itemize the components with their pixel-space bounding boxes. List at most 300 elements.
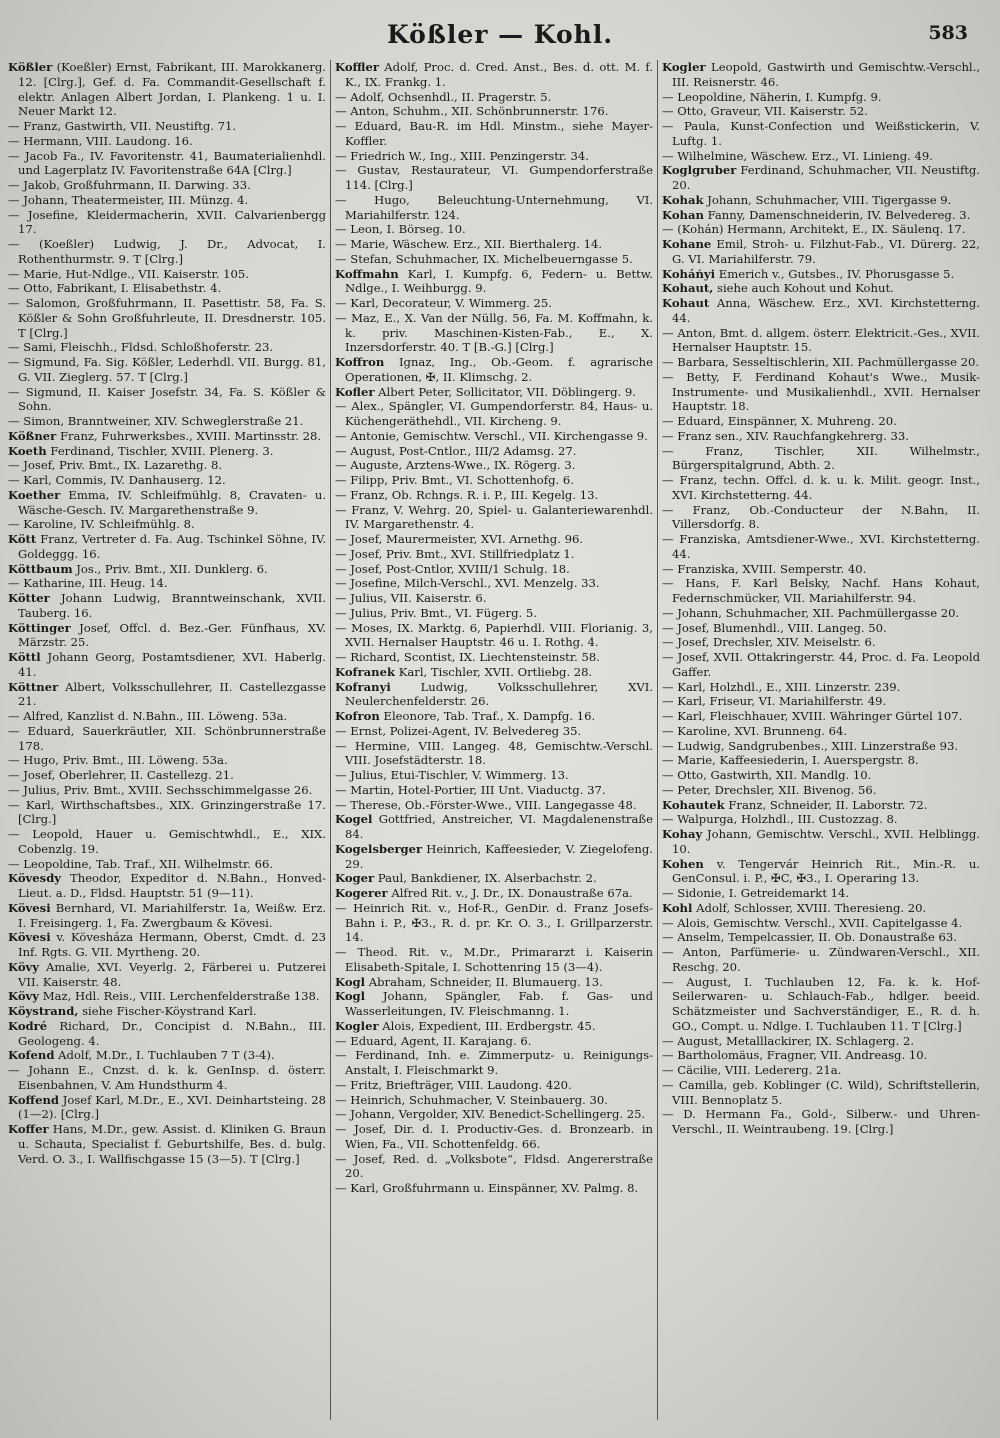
entry-text: — Friedrich W., Ing., XIII. Penzingerstr. 34. (335, 148, 589, 163)
column-2 (335, 60, 653, 1430)
entry-surname: Köttl (8, 650, 41, 664)
directory-entry (8, 60, 326, 119)
entry-surname: Kogl (335, 989, 366, 1004)
entry-text: Ferdinand, Tischler, XVIII. Plenerg. 3. (50, 443, 274, 458)
entry-text: Karl, Tischler, XVII. Ortliebg. 28. (398, 664, 593, 679)
directory-entry (662, 901, 980, 916)
entry-text: — Marie, Hut-Ndlge., VII. Kaiserstr. 105. (8, 266, 249, 281)
page-header (0, 18, 1000, 58)
entry-text: Hans, M.Dr., gew. Assist. d. Kliniken G. Braun u. Schauta, Specialist f. Geburtshilfe, Bes. d. bulg. Verd. O. 3., I. Wallfischgasse 15 (3—5). T [Clrg.] (18, 1122, 326, 1166)
directory-entry (335, 798, 653, 813)
entry-text: Adolf, Schlosser, XVIII. Theresieng. 20. (696, 900, 927, 915)
entry-text: — Bartholomäus, Fragner, VII. Andreasg. 10. (662, 1048, 928, 1063)
entry-text: — Sidonie, I. Getreidemarkt 14. (662, 886, 850, 900)
entry-surname: Kohan (662, 207, 704, 222)
entry-text: Ludwig, Volksschullehrer, XVI. Neulerchenfelderstr. 26. (345, 679, 653, 709)
entry-text: Maz, Hdl. Reis., VIII. Lerchenfelderstraße 138. (42, 989, 320, 1004)
entry-surname: Kohaut (662, 296, 710, 310)
entry-text: siehe Fischer-Köystrand Karl. (82, 1004, 257, 1018)
entry-text: Eleonore, Tab. Traf., X. Dampfg. 16. (383, 709, 596, 723)
directory-entry (335, 768, 653, 783)
entry-text: Franz, Vertreter d. Fa. Aug. Tschinkel Söhne, IV. Goldeggg. 16. (18, 532, 326, 561)
directory-entry (662, 783, 980, 798)
entry-text: — Franz, Gastwirth, VII. Neustiftg. 71. (8, 119, 237, 133)
directory-entry (335, 576, 653, 591)
entry-text: — Adolf, Ochsenhdl., II. Pragerstr. 5. (335, 89, 552, 104)
entry-surname: Kohay (662, 827, 703, 841)
entry-text: — Wilhelmine, Wäschew. Erz., VI. Linieng. 49. (662, 148, 933, 163)
entry-text: Leopold, Gastwirth und Gemischtw.-Verschl., III. Reisnerstr. 46. (672, 60, 980, 89)
directory-entry (8, 827, 326, 857)
entry-text: Amalie, XVI. Veyerlg. 2, Färberei u. Putzerei VII. Kaiserstr. 48. (18, 959, 326, 989)
entry-text: Josef, Offcl. d. Bez.-Ger. Fünfhaus, XV. Märzstr. 25. (18, 620, 326, 650)
entry-surname: Kofranek (335, 664, 396, 679)
directory-entry (662, 1063, 980, 1078)
directory-entry (662, 119, 980, 149)
entry-text: — Eduard, Bau-R. im Hdl. Minstm., siehe Mayer-Koffler. (335, 119, 653, 148)
directory-entry (335, 783, 653, 798)
entry-text: — Sigmund, II. Kaiser Josefstr. 34, Fa. S. Kößler & Sohn. (8, 384, 326, 414)
entry-text: siehe auch Kohout und Kohut. (717, 281, 894, 296)
entry-text: — Josef, Maurermeister, XVI. Arnethg. 96. (335, 532, 584, 546)
directory-entry (8, 414, 326, 429)
directory-entry (662, 621, 980, 636)
entry-text: — Paula, Kunst-Confection und Weißstickerin, V. Luftg. 1. (662, 119, 980, 148)
entry-text: — Karl, Großfuhrmann u. Einspänner, XV. Palmg. 8. (335, 1181, 639, 1195)
entry-text: Franz, Schneider, II. Laborstr. 72. (728, 797, 928, 812)
directory-entry (662, 163, 980, 193)
entry-text: — Hugo, Beleuchtung-Unternehmung, VI. Mariahilferstr. 124. (335, 192, 653, 222)
entry-surname: Kogelsberger (335, 841, 423, 856)
entry-text: — Therese, Ob.-Förster-Wwe., VIII. Langegasse 48. (335, 797, 637, 812)
entry-text: — Hugo, Priv. Bmt., III. Löweng. 53a. (8, 753, 228, 768)
directory-entry (662, 296, 980, 326)
entry-text: — Fritz, Briefträger, VIII. Laudong. 420. (335, 1077, 572, 1092)
directory-entry (335, 60, 653, 90)
entry-surname: Koháńyi (662, 266, 716, 281)
entry-surname: Kogl (335, 974, 366, 989)
entry-text: — August, Metalllackirer, IX. Schlagerg. 2. (662, 1033, 914, 1048)
directory-entry (335, 1078, 653, 1093)
directory-entry (662, 650, 980, 680)
directory-entry (335, 650, 653, 665)
entry-text: — Jakob, Großfuhrmann, II. Darwing. 33. (8, 178, 251, 192)
entry-surname: Kohautek (662, 797, 725, 812)
entry-text: — Betty, F. Ferdinand Kohaut's Wwe., Musik-Instrumente- und Musikalienhdl., XVII. Hernalser Hauptstr. 18. (662, 369, 980, 414)
entry-text: — Anton, Parfümerie- u. Zündwaren-Verschl., XII. Reschg. 20. (662, 945, 980, 974)
directory-entry (662, 429, 980, 444)
directory-entry (662, 208, 980, 223)
entry-text: — Josef, Priv. Bmt., XVI. Stillfriedplatz 1. (335, 546, 575, 561)
directory-entry (8, 355, 326, 385)
directory-entry (662, 326, 980, 356)
directory-entry (8, 1063, 326, 1093)
directory-entry (8, 1019, 326, 1049)
directory-entry (8, 783, 326, 798)
directory-entry (335, 90, 653, 105)
directory-entry (8, 960, 326, 990)
entry-text: — Gustav, Restaurateur, VI. Gumpendorferstraße 114. [Clrg.] (335, 163, 653, 192)
entry-surname: Koffron (335, 355, 385, 369)
directory-entry (662, 1048, 980, 1063)
entry-surname: Koeth (8, 443, 47, 458)
entry-text: — Martin, Hotel-Portier, III Unt. Viaductg. 37. (335, 782, 606, 797)
entry-text: — Leopold, Hauer u. Gemischtwhdl., E., XIX. Cobenzlg. 19. (8, 827, 326, 856)
entry-text: — Maz, E., X. Van der Nüllg. 56, Fa. M. Koffmahn, k. k. priv. Maschinen-Kisten-Fab., E., X. Inzersdorferstr. 40. T [B.-G.] [Clrg.] (335, 310, 653, 355)
directory-entry (8, 576, 326, 591)
column-1 (8, 60, 326, 1430)
page-title: Kößler — Kohl. (386, 20, 614, 49)
entry-text: — Franz, Ob.-Conducteur der N.Bahn, II. Villersdorfg. 8. (662, 502, 980, 532)
entry-text: Abraham, Schneider, II. Blumauerg. 13. (368, 974, 603, 989)
directory-entry (335, 385, 653, 400)
entry-surname: Kofron (335, 709, 380, 723)
directory-entry (662, 1078, 980, 1108)
entry-text: — Karoline, XVI. Brunneng. 64. (662, 723, 848, 738)
directory-entry (8, 1093, 326, 1123)
entry-text: — Leopoldine, Näherin, I. Kumpfg. 9. (662, 89, 882, 104)
directory-entry (8, 473, 326, 488)
entry-surname: Kogel (335, 812, 373, 827)
entry-text: Theodor, Expeditor d. N.Bahn., Honved-Lieut. a. D., Fldsd. Hauptstr. 51 (9—11). (18, 871, 326, 900)
directory-entry (335, 222, 653, 237)
entry-text: — Ferdinand, Inh. e. Zimmerputz- u. Reinigungs-Anstalt, I. Fleischmarkt 9. (335, 1048, 653, 1077)
directory-entry (8, 621, 326, 651)
directory-entry (662, 414, 980, 429)
entry-text: (Koeßler) Ernst, Fabrikant, III. Marokkanerg. 12. [Clrg.], Gef. d. Fa. Commandit-Gesellschaft f. elektr. Anlagen Albert Jordan, I. Plankeng. 1 u. I. Neuer Markt 12. (18, 60, 326, 119)
directory-entry (662, 193, 980, 208)
directory-entry (335, 871, 653, 886)
directory-entry (8, 709, 326, 724)
directory-entry (8, 340, 326, 355)
entry-text: — Eduard, Agent, II. Karajang. 6. (335, 1033, 532, 1048)
directory-entry (335, 532, 653, 547)
directory-entry (662, 857, 980, 887)
directory-entry (662, 1034, 980, 1049)
directory-entry (335, 842, 653, 872)
directory-entry (335, 193, 653, 223)
directory-entry (8, 237, 326, 267)
entry-surname: Kövy (8, 959, 40, 974)
entry-text: — Franz, V. Wehrg. 20, Spiel- u. Galanteriewarenhdl. IV. Margarethenstr. 4. (335, 502, 653, 532)
directory-entry (335, 724, 653, 739)
directory-entry (335, 104, 653, 119)
entry-text: — Simon, Branntweiner, XIV. Schweglerstraße 21. (8, 414, 304, 428)
entry-text: — Theod. Rit. v., M.Dr., Primararzt i. Kaiserin Elisabeth-Spitale, I. Schottenring 15 (3—4). (335, 945, 653, 974)
entry-surname: Kogler (335, 1018, 379, 1033)
entry-text: — August, I. Tuchlauben 12, Fa. k. k. Hof-Seilerwaren- u. Schlauch-Fab., hdlger. beeid. Schätzmeister und Sachverständiger, E., R. d. h. GO., Compt. u. Ndlge. I. Tuchlauben 11. T [Clrg.] (662, 974, 980, 1033)
entry-text: Albert, Volksschullehrer, II. Castellezgasse 21. (18, 679, 326, 709)
entry-text: — Leopoldine, Tab. Traf., XII. Wilhelmstr. 66. (8, 856, 274, 871)
entry-text: — Ernst, Polizei-Agent, IV. Belvedereg 35. (335, 723, 582, 738)
entry-text: — Richard, Scontist, IX. Liechtensteinstr. 58. (335, 650, 600, 664)
entry-surname: Kogler (662, 60, 706, 74)
entry-text: — Josefine, Kleidermacherin, XVII. Calvarienbergg 17. (8, 207, 326, 237)
directory-entry (662, 739, 980, 754)
entry-text: — Julius, Etui-Tischler, V. Wimmerg. 13. (335, 768, 569, 782)
entry-text: — Josef, Blumenhdl., VIII. Langeg. 50. (662, 620, 887, 635)
entry-text: — Hermine, VIII. Langeg. 48, Gemischtw.-Verschl. VIII. Josefstädterstr. 18. (335, 738, 653, 768)
entry-text: Adolf, M.Dr., I. Tuchlauben 7 T (3-4). (58, 1048, 275, 1063)
entry-surname: Köttner (8, 679, 59, 694)
directory-entry (8, 267, 326, 282)
directory-entry (335, 163, 653, 193)
entry-text: — Karl, Friseur, VI. Mariahilferstr. 49. (662, 694, 887, 709)
directory-entry (335, 739, 653, 769)
entry-text: — Johann E., Cnzst. d. k. k. GenInsp. d. österr. Eisenbahnen, V. Am Hundsthurm 4. (8, 1063, 326, 1092)
entry-text: Richard, Dr., Concipist d. N.Bahn., III. Geologeng. 4. (18, 1018, 326, 1048)
directory-entry (335, 989, 653, 1019)
directory-entry (335, 1181, 653, 1196)
directory-entry (8, 208, 326, 238)
entry-text: Adolf, Proc. d. Cred. Anst., Bes. d. ott. M. f. K., IX. Frankg. 1. (345, 60, 653, 89)
entry-text: — Hermann, VIII. Laudong. 16. (8, 133, 193, 148)
entry-surname: Kövesdy (8, 871, 62, 886)
entry-text: — Josef, Drechsler, XIV. Meiselstr. 6. (662, 635, 876, 650)
directory-entry (662, 886, 980, 901)
entry-text: — Franz, Ob. Rchngs. R. i. P., III. Kegelg. 13. (335, 487, 599, 502)
entry-text: Heinrich, Kaffeesieder, V. Ziegelofeng. 29. (345, 841, 653, 871)
entry-surname: Koglgruber (662, 163, 737, 178)
entry-surname: Kötter (8, 591, 50, 605)
directory-entry (8, 753, 326, 768)
directory-entry (335, 901, 653, 945)
directory-entry (335, 547, 653, 562)
directory-entry (335, 503, 653, 533)
directory-entry (662, 90, 980, 105)
entry-text: — Eduard, Einspänner, X. Muhreng. 20. (662, 414, 897, 428)
directory-entry (662, 916, 980, 931)
entry-surname: Kogerer (335, 886, 388, 900)
directory-entry (8, 798, 326, 828)
entry-surname: Kofler (335, 384, 375, 399)
directory-entry (662, 945, 980, 975)
entry-surname: Kößner (8, 428, 57, 443)
directory-entry (8, 768, 326, 783)
entry-surname: Kohen (662, 856, 704, 871)
entry-surname: Kövesi (8, 930, 51, 945)
entry-text: — Josef, Post-Cntlor, XVIII/1 Schulg. 18. (335, 561, 570, 576)
entry-text: — Heinrich, Schuhmacher, V. Steinbauerg. 30. (335, 1092, 608, 1107)
entry-text: Johann, Gemischtw. Verschl., XVII. Helblingg. 10. (672, 827, 980, 856)
entry-text: Ignaz, Ing., Ob.-Geom. f. agrarische Operationen, ✠, II. Klimschg. 2. (345, 355, 653, 384)
entry-text: — Karl, Decorateur, V. Wimmerg. 25. (335, 296, 552, 310)
entry-text: — Otto, Graveur, VII. Kaiserstr. 52. (662, 104, 868, 119)
directory-entry (335, 488, 653, 503)
directory-entry (8, 1122, 326, 1166)
entry-text: — Josef, Priv. Bmt., IX. Lazarethg. 8. (8, 458, 223, 473)
entry-surname: Kofranyi (335, 679, 391, 694)
entry-surname: Kodré (8, 1018, 48, 1033)
directory-entry (8, 134, 326, 149)
entry-text: — Josef, XVII. Ottakringerstr. 44, Proc. d. Fa. Leopold Gaffer. (662, 650, 980, 679)
entry-text: — Sigmund, Fa. Sig. Kößler, Lederhdl. VII. Burgg. 81, G. VII. Zieglerg. 57. T [Clrg.] (8, 355, 326, 384)
entry-text: — Alfred, Kanzlist d. N.Bahn., III. Löweng. 53a. (8, 709, 288, 723)
directory-entry (335, 709, 653, 724)
directory-entry (335, 1093, 653, 1108)
directory-entry (335, 606, 653, 621)
directory-entry (662, 635, 980, 650)
entry-text: — Josef, Red. d. „Volksbote“, Fldsd. Angererstraße 20. (335, 1151, 653, 1181)
directory-entry (335, 621, 653, 651)
directory-entry (335, 311, 653, 355)
directory-entry (8, 562, 326, 577)
entry-text: — Walpurga, Holzhdl., III. Custozzag. 8. (662, 812, 898, 827)
entry-text: — Franz, techn. Offcl. d. k. u. k. Milit. geogr. Inst., XVI. Kirchstetterng. 44. (662, 473, 980, 502)
entry-text: — Josef, Oberlehrer, II. Castellezg. 21. (8, 768, 234, 782)
entry-text: Albert Peter, Sollicitator, VII. Döblingerg. 9. (378, 384, 636, 399)
entry-text: — Peter, Drechsler, XII. Bivenog. 56. (662, 782, 877, 797)
directory-entry (335, 665, 653, 680)
entry-surname: Köttbaum (8, 561, 73, 576)
directory-entry (662, 709, 980, 724)
directory-entry (662, 930, 980, 945)
entry-surname: Kößler (8, 60, 53, 74)
entry-text: — Salomon, Großfuhrmann, II. Pasettistr. 58, Fa. S. Kößler & Sohn Großfuhrleute, II. Dresdnerstr. 105. T [Clrg.] (8, 296, 326, 340)
directory-entry (335, 252, 653, 267)
entry-text: — Johann, Theatermeister, III. Münzg. 4. (8, 192, 249, 207)
directory-entry (662, 355, 980, 370)
directory-entry (8, 193, 326, 208)
directory-entry (662, 473, 980, 503)
entry-surname: Köttinger (8, 620, 71, 635)
entry-text: — Stefan, Schuhmacher, IX. Michelbeuerngasse 5. (335, 251, 633, 266)
directory-entry (335, 1019, 653, 1034)
entry-text: — Marie, Kaffeesiederin, I. Auerspergstr. 8. (662, 753, 919, 768)
entry-text: Anna, Wäschew. Erz., XVI. Kirchstetterng. 44. (672, 296, 980, 325)
entry-text: Johann, Spängler, Fab. f. Gas- und Wasserleitungen, IV. Fleischmanng. 1. (345, 989, 653, 1018)
entry-text: — August, Post-Cntlor., III/2 Adamsg. 27. (335, 443, 577, 458)
directory-entry (8, 930, 326, 960)
entry-surname: Kohak (662, 192, 704, 207)
directory-entry (8, 281, 326, 296)
directory-entry (8, 901, 326, 931)
directory-entry (8, 517, 326, 532)
entry-text: — Camilla, geb. Koblinger (C. Wild), Schriftstellerin, VIII. Bennoplatz 5. (662, 1077, 980, 1107)
directory-entry (335, 119, 653, 149)
entry-text: — Karl, Commis, IV. Danhauserg. 12. (8, 473, 226, 487)
directory-entry (662, 827, 980, 857)
directory-entry (662, 532, 980, 562)
directory-entry (335, 812, 653, 842)
entry-surname: Koffend (8, 1092, 59, 1107)
entry-text: — Otto, Fabrikant, I. Elisabethstr. 4. (8, 281, 222, 296)
directory-entry (662, 576, 980, 606)
directory-entry (335, 562, 653, 577)
column-3 (662, 60, 980, 1430)
entry-surname: Koffer (8, 1122, 49, 1136)
directory-entry (662, 149, 980, 164)
page-number: 583 (928, 22, 968, 44)
entry-text: — Julius, Priv. Bmt., XVIII. Sechsschimmelgasse 26. (8, 782, 313, 797)
entry-text: — (Koeßler) Ludwig, J. Dr., Advocat, I. Rothenthurmstr. 9. T [Clrg.] (8, 237, 326, 266)
entry-text: — Hans, F. Karl Belsky, Nachf. Hans Kohaut, Federnschmücker, VII. Mariahilferstr. 94. (662, 576, 980, 605)
directory-entry (662, 503, 980, 533)
entry-text: — D. Hermann Fa., Gold-, Silberw.- und Uhren-Verschl., II. Weintraubeng. 19. [Clrg.] (662, 1107, 980, 1136)
entry-text: — Karl, Wirthschaftsbes., XIX. Grinzingerstraße 17. [Clrg.] (8, 797, 326, 827)
directory-entry (335, 1122, 653, 1152)
directory-entry (8, 488, 326, 518)
directory-entry (8, 871, 326, 901)
directory-entry (662, 680, 980, 695)
entry-text: — Josefine, Milch-Verschl., XVI. Menzelg. 33. (335, 576, 600, 591)
directory-entry (8, 1048, 326, 1063)
directory-entry (335, 945, 653, 975)
entry-text: — (Kohán) Hermann, Architekt, E., IX. Säulenq. 17. (662, 222, 966, 237)
entry-text: — Johann, Vergolder, XIV. Benedict-Schellingerg. 25. (335, 1107, 646, 1122)
entry-text: Johann, Schuhmacher, VIII. Tigergasse 9. (707, 192, 952, 207)
entry-surname: Kohaut, (662, 281, 714, 296)
entry-surname: Kohane (662, 237, 712, 251)
entry-surname: Koffler (335, 60, 379, 74)
entry-text: — Alex., Spängler, VI. Gumpendorferstr. 84, Haus- u. Küchengeräthehdl., VII. Kircheng. 9. (335, 399, 653, 428)
directory-entry (335, 237, 653, 252)
entry-surname: Köystrand, (8, 1004, 79, 1018)
entry-text: Alois, Expedient, III. Erdbergstr. 45. (382, 1018, 596, 1033)
directory-entry (662, 798, 980, 813)
directory-entry (8, 458, 326, 473)
entry-surname: Kohl (662, 900, 693, 915)
directory-entry (8, 724, 326, 754)
entry-text: — Eduard, Sauerkräutler, XII. Schönbrunnerstraße 178. (8, 723, 326, 753)
directory-entry (8, 429, 326, 444)
directory-entry (8, 680, 326, 710)
entry-text: — Heinrich Rit. v., Hof-R., GenDir. d. Franz Josefs-Bahn i. P., ✠3., R. d. pr. Kr. O. 3., I. Grillparzerstr. 14. (335, 900, 653, 945)
directory-entry (335, 355, 653, 385)
directory-entry (335, 680, 653, 710)
entry-text: — Otto, Gastwirth, XII. Mandlg. 10. (662, 768, 872, 782)
entry-text: — Cäcilie, VIII. Ledererg. 21a. (662, 1063, 842, 1077)
entry-text: — Josef, Dir. d. I. Productiv-Ges. d. Bronzearb. in Wien, Fa., VII. Schottenfeldg. 66. (335, 1122, 653, 1151)
entry-text: — Anselm, Tempelcassier, II. Ob. Donaustraße 63. (662, 930, 957, 945)
entry-surname: Kofend (8, 1048, 55, 1063)
entry-text: v. Tengervár Heinrich Rit., Min.-R. u. GenConsul. i. P., ✠C, ✠3., I. Operaring 13. (672, 856, 980, 886)
entry-text: Emerich v., Gutsbes., IV. Phorusgasse 5. (718, 266, 955, 281)
entry-text: Emil, Stroh- u. Filzhut-Fab., VI. Dürerg. 22, G. VI. Mariahilferstr. 79. (672, 237, 980, 266)
entry-text: Jos., Priv. Bmt., XII. Dunklerg. 6. (76, 561, 268, 576)
directory-entry (335, 473, 653, 488)
entry-text: — Johann, Schuhmacher, XII. Pachmüllergasse 20. (662, 605, 960, 620)
entry-surname: Kövesi (8, 900, 51, 915)
entry-surname: Koffmahn (335, 266, 399, 281)
directory-entry (662, 562, 980, 577)
directory-entry (335, 886, 653, 901)
directory-entry (335, 1048, 653, 1078)
directory-entry (662, 768, 980, 783)
directory-entry (662, 281, 980, 296)
entry-text: Johann Georg, Postamtsdiener, XVI. Haberlg. 41. (18, 650, 326, 679)
entry-text: Fanny, Damenschneiderin, IV. Belvedereg. 3. (707, 207, 971, 222)
directory-entry (8, 444, 326, 459)
entry-text: — Sami, Fleischh., Fldsd. Schloßhoferstr. 23. (8, 340, 274, 355)
directory-entry (662, 104, 980, 119)
directory-entry (8, 119, 326, 134)
directory-entry (335, 1034, 653, 1049)
entry-text: Paul, Bankdiener, IX. Alserbachstr. 2. (377, 871, 597, 886)
entry-surname: Kött (8, 532, 37, 546)
entry-text: — Leon, I. Börseg. 10. (335, 222, 466, 237)
directory-entry (662, 444, 980, 474)
entry-text: — Karl, Holzhdl., E., XIII. Linzerstr. 239. (662, 679, 901, 694)
entry-text: — Julius, Priv. Bmt., VI. Fügerg. 5. (335, 605, 537, 620)
entry-text: Alfred Rit. v., J. Dr., IX. Donaustraße 67a. (391, 886, 633, 900)
entry-text: Gottfried, Anstreicher, VI. Magdalenenstraße 84. (345, 812, 653, 841)
entry-surname: Kövy (8, 989, 40, 1004)
directory-entry (335, 1107, 653, 1122)
directory-entry (662, 60, 980, 90)
entry-text: — Karoline, IV. Schleifmühlg. 8. (8, 517, 195, 532)
directory-entry (335, 296, 653, 311)
